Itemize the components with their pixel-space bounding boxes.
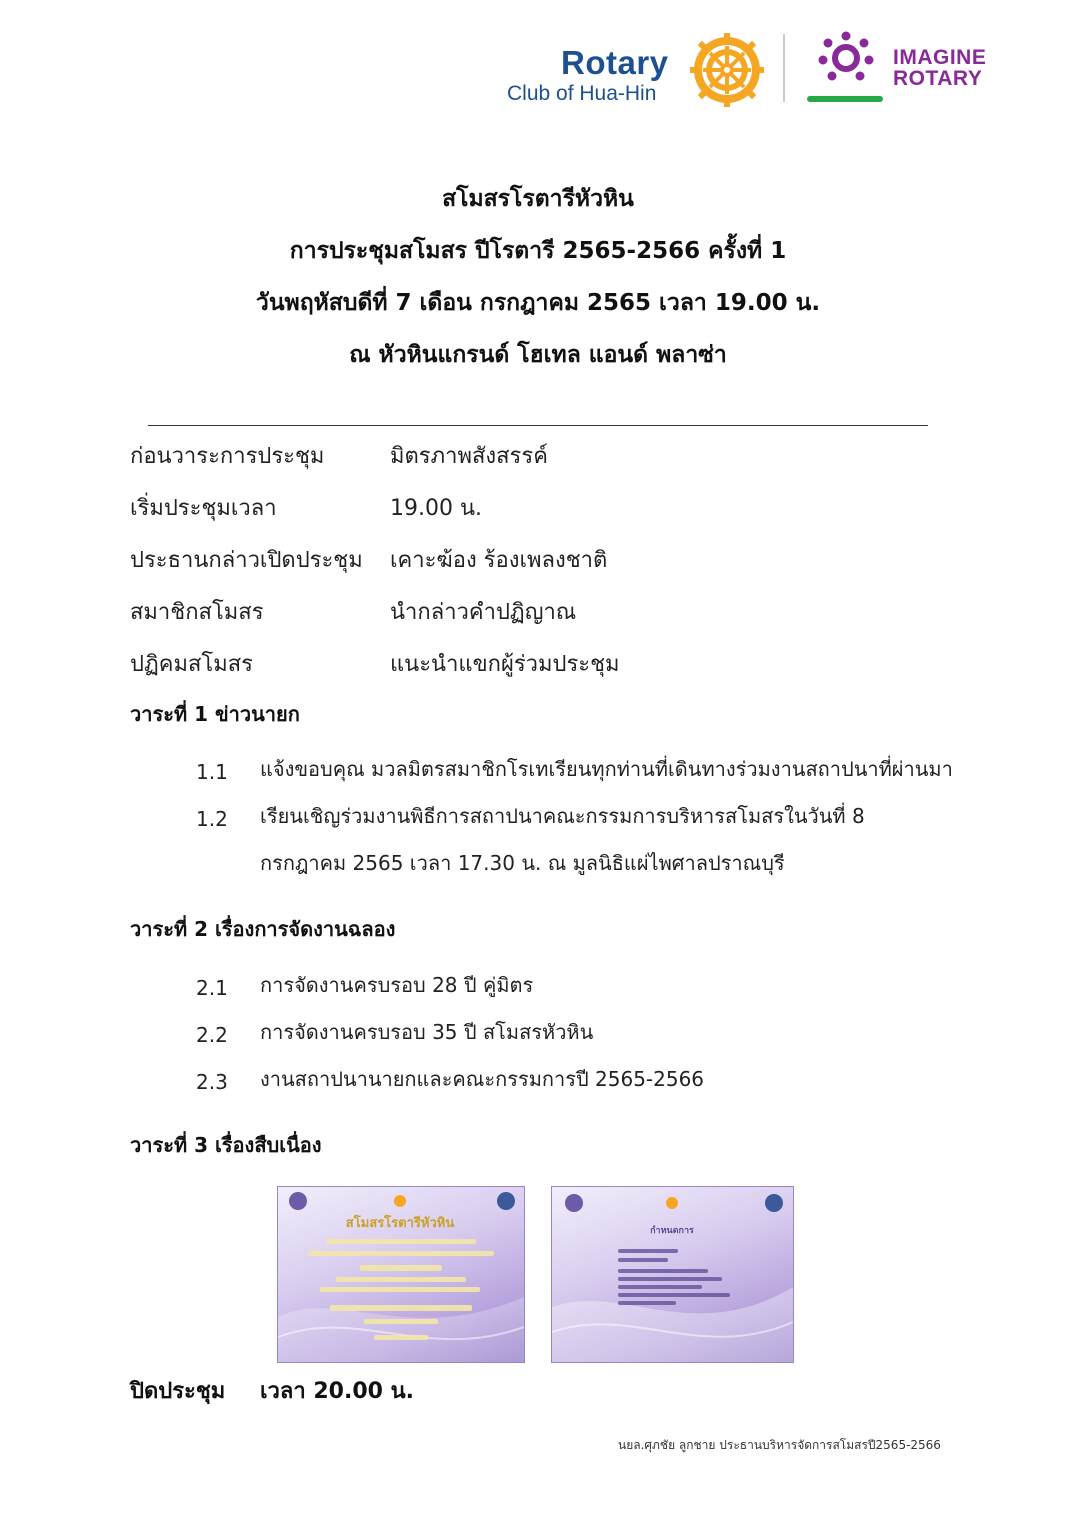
section-title: วาระที่ 1 ข่าวนายก: [130, 702, 300, 726]
item-number: 2.3: [196, 1070, 228, 1094]
agenda-label: ก่อนวาระการประชุม: [130, 444, 325, 469]
imagine-word: IMAGINE: [893, 46, 987, 69]
agenda-value: เคาะฆ้อง ร้องเพลงชาติ: [390, 548, 608, 573]
invitation-card-artwork: [278, 1187, 524, 1362]
item-text: การจัดงานครบรอบ 28 ปี คู่มิตร: [260, 973, 534, 997]
imagine-rotary-word: ROTARY: [893, 67, 983, 90]
item-number: 2.2: [196, 1023, 228, 1047]
rotary-wordmark: Rotary: [561, 44, 669, 81]
rotary-club-logo: [505, 32, 765, 112]
invitation-card-image: [277, 1186, 525, 1363]
item-number: 2.1: [196, 976, 228, 1000]
imagine-dots-icon: [813, 30, 879, 86]
item-text: การจัดงานครบรอบ 35 ปี สโมสรหัวหิน: [260, 1020, 594, 1044]
schedule-card-image: [551, 1186, 794, 1363]
item-text: แจ้งขอบคุณ มวลมิตรสมาชิกโรเทเรียนทุกท่านที่เดินทางร่วมงานสถาปนาที่ผ่านมา: [260, 757, 953, 781]
agenda-value: มิตรภาพสังสรรค์: [390, 444, 548, 469]
logo-divider: [783, 34, 785, 102]
imagine-rotary-logo: [805, 30, 1005, 108]
invitation-card-title: สโมสรโรตารีหัวหิน: [345, 1216, 455, 1231]
signature-line: นยล.ศุภชัย ลูกชาย ประธานบริหารจัดการสโมสรปี2565-2566: [618, 1438, 941, 1452]
agenda-label: สมาชิกสโมสร: [130, 600, 264, 625]
item-text: เรียนเชิญร่วมงานพิธีการสถาปนาคณะกรรมการบริหารสโมสรในวันที่ 8: [260, 804, 865, 828]
agenda-value: แนะนำแขกผู้ร่วมประชุม: [390, 652, 620, 677]
agenda-value: นำกล่าวคำปฏิญาณ: [390, 600, 577, 625]
item-text: งานสถาปนานายกและคณะกรรมการปี 2565-2566: [260, 1067, 705, 1091]
meeting-date: วันพฤหัสบดีที่ 7 เดือน กรกฎาคม 2565 เวลา 19.00 น.: [255, 290, 821, 316]
agenda-label: ปฏิคมสโมสร: [130, 652, 253, 677]
agenda-label: ประธานกล่าวเปิดประชุม: [130, 548, 363, 573]
imagine-green-bar: [807, 96, 883, 102]
item-text-continued: กรกฎาคม 2565 เวลา 17.30 น. ณ มูลนิธิแผ่ไพศาลปราณบุรี: [260, 851, 785, 875]
agenda-label: เริ่มประชุมเวลา: [130, 496, 277, 521]
rotary-wheel-icon: [689, 32, 765, 108]
heading-rule: [148, 425, 928, 426]
item-number: 1.2: [196, 807, 228, 831]
closing-time: เวลา 20.00 น.: [260, 1379, 415, 1404]
section-title: วาระที่ 3 เรื่องสืบเนื่อง: [130, 1133, 322, 1157]
rotary-club-name: Club of Hua-Hin: [507, 82, 657, 105]
agenda-value: 19.00 น.: [390, 496, 483, 521]
club-title: สโมสรโรตารีหัวหิน: [442, 186, 634, 212]
closing-label: ปิดประชุม: [130, 1379, 226, 1404]
item-number: 1.1: [196, 760, 228, 784]
schedule-card-artwork: [552, 1187, 793, 1362]
section-title: วาระที่ 2 เรื่องการจัดงานฉลอง: [130, 917, 396, 941]
meeting-title: การประชุมสโมสร ปีโรตารี 2565-2566 ครั้งที่ 1: [289, 238, 787, 264]
schedule-card-title: กำหนดการ: [650, 1226, 694, 1236]
meeting-venue: ณ หัวหินแกรนด์ โฮเทล แอนด์ พลาซ่า: [349, 342, 727, 368]
